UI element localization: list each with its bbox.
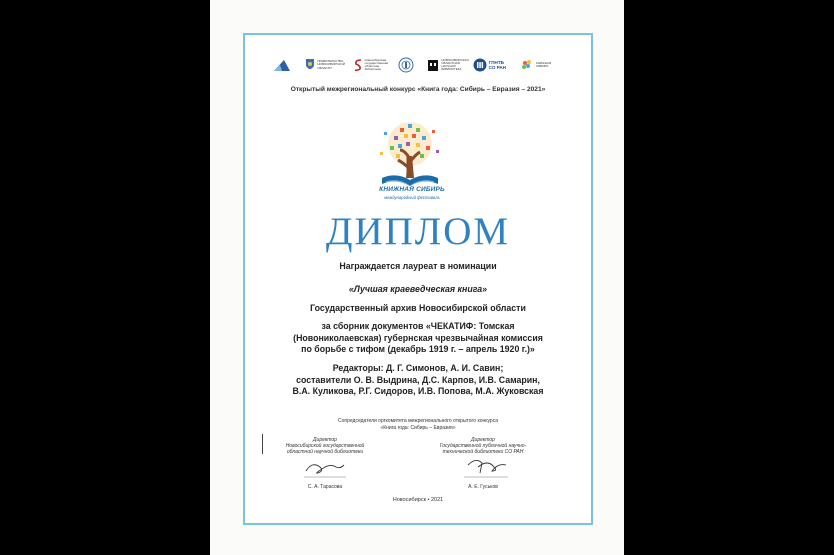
editors-line: Редакторы: Д. Г. Симонов, А. И. Савин; — [332, 363, 504, 373]
work-line: по борьбе с тифом (декабрь 1919 г. – апрель 1920 г.)» — [301, 344, 535, 354]
signer-right-org-line: Государственной публичной научно- — [439, 443, 527, 449]
signer-left-role: Директор — [313, 437, 337, 443]
signer-right — [413, 437, 553, 490]
city-year: Новосибирск • 2021 — [392, 497, 444, 503]
contest-title: Открытый межрегиональный конкурс «Книга года: Сибирь – Евразия – 2021» — [290, 86, 546, 93]
work-line: (Новониколаевская) губернская чрезвычайная комиссия — [293, 332, 543, 343]
work-description — [243, 321, 593, 356]
signer-right-role: Директор — [471, 437, 495, 443]
signer-right-name: А. Е. Гуськов — [468, 484, 498, 490]
colorful-book-logo-icon: КНИЖНАЯ СИБИРЬ — [520, 56, 554, 74]
festival-subtitle: международный фестиваль — [384, 195, 440, 200]
cochairs-line: «Книга года: Сибирь – Евразия» — [380, 424, 456, 431]
editors-line: В.А. Куликова, Р.Г. Сидоров, И.В. Попова, М.А. Жуковская — [292, 386, 544, 396]
library-s-logo-icon: Новосибирская государственная областная библиотека — [353, 56, 385, 74]
editors-list — [243, 363, 593, 398]
work-line: за сборник документов «ЧЕКАТИФ: Томская — [321, 321, 515, 331]
nomination-name: «Лучшая краеведческая книга» — [348, 284, 488, 294]
signature-left-icon — [302, 457, 348, 479]
partner-logos-row — [272, 55, 554, 75]
signer-left-org-line: Новосибирской государственной — [285, 443, 365, 449]
signer-left-name: С. А. Тарасова — [307, 484, 343, 490]
diploma-title: ДИПЛОМ — [325, 210, 511, 253]
gpntb-logo-icon: ГПНТБ СО РАН — [473, 56, 507, 74]
signer-right-org-line: технической библиотеки СО РАН — [442, 449, 524, 455]
black-building-logo-icon: НОВОСИБИРСКАЯ ОБЛАСТНАЯ НАУЧНАЯ БИБЛИОТЕКА — [427, 56, 459, 74]
nso-government-crest-icon: ПРАВИТЕЛЬСТВО НОВОСИБИРСКОЙ ОБЛАСТИ — [305, 56, 339, 74]
cochairs-caption — [243, 418, 593, 431]
editors-line: составители О. В. Выдрина, Д.С. Карпов, И.В. Самарин, — [296, 374, 540, 385]
festival-name: КНИЖНАЯ СИБИРЬ — [379, 186, 445, 193]
signer-left-org-line: областной научной библиотеки — [286, 449, 364, 455]
signer-left — [255, 437, 395, 490]
round-seal-logo-icon — [398, 56, 414, 74]
award-line: Награждается лауреат в номинации — [339, 261, 497, 271]
winner-name: Государственный архив Новосибирской области — [310, 303, 526, 313]
signature-right-icon — [462, 455, 510, 479]
emblem-blue-triangle-icon — [272, 56, 292, 74]
cochairs-line: Сопредседатели оргкомитета межрегионального открытого конкурса — [338, 418, 498, 424]
